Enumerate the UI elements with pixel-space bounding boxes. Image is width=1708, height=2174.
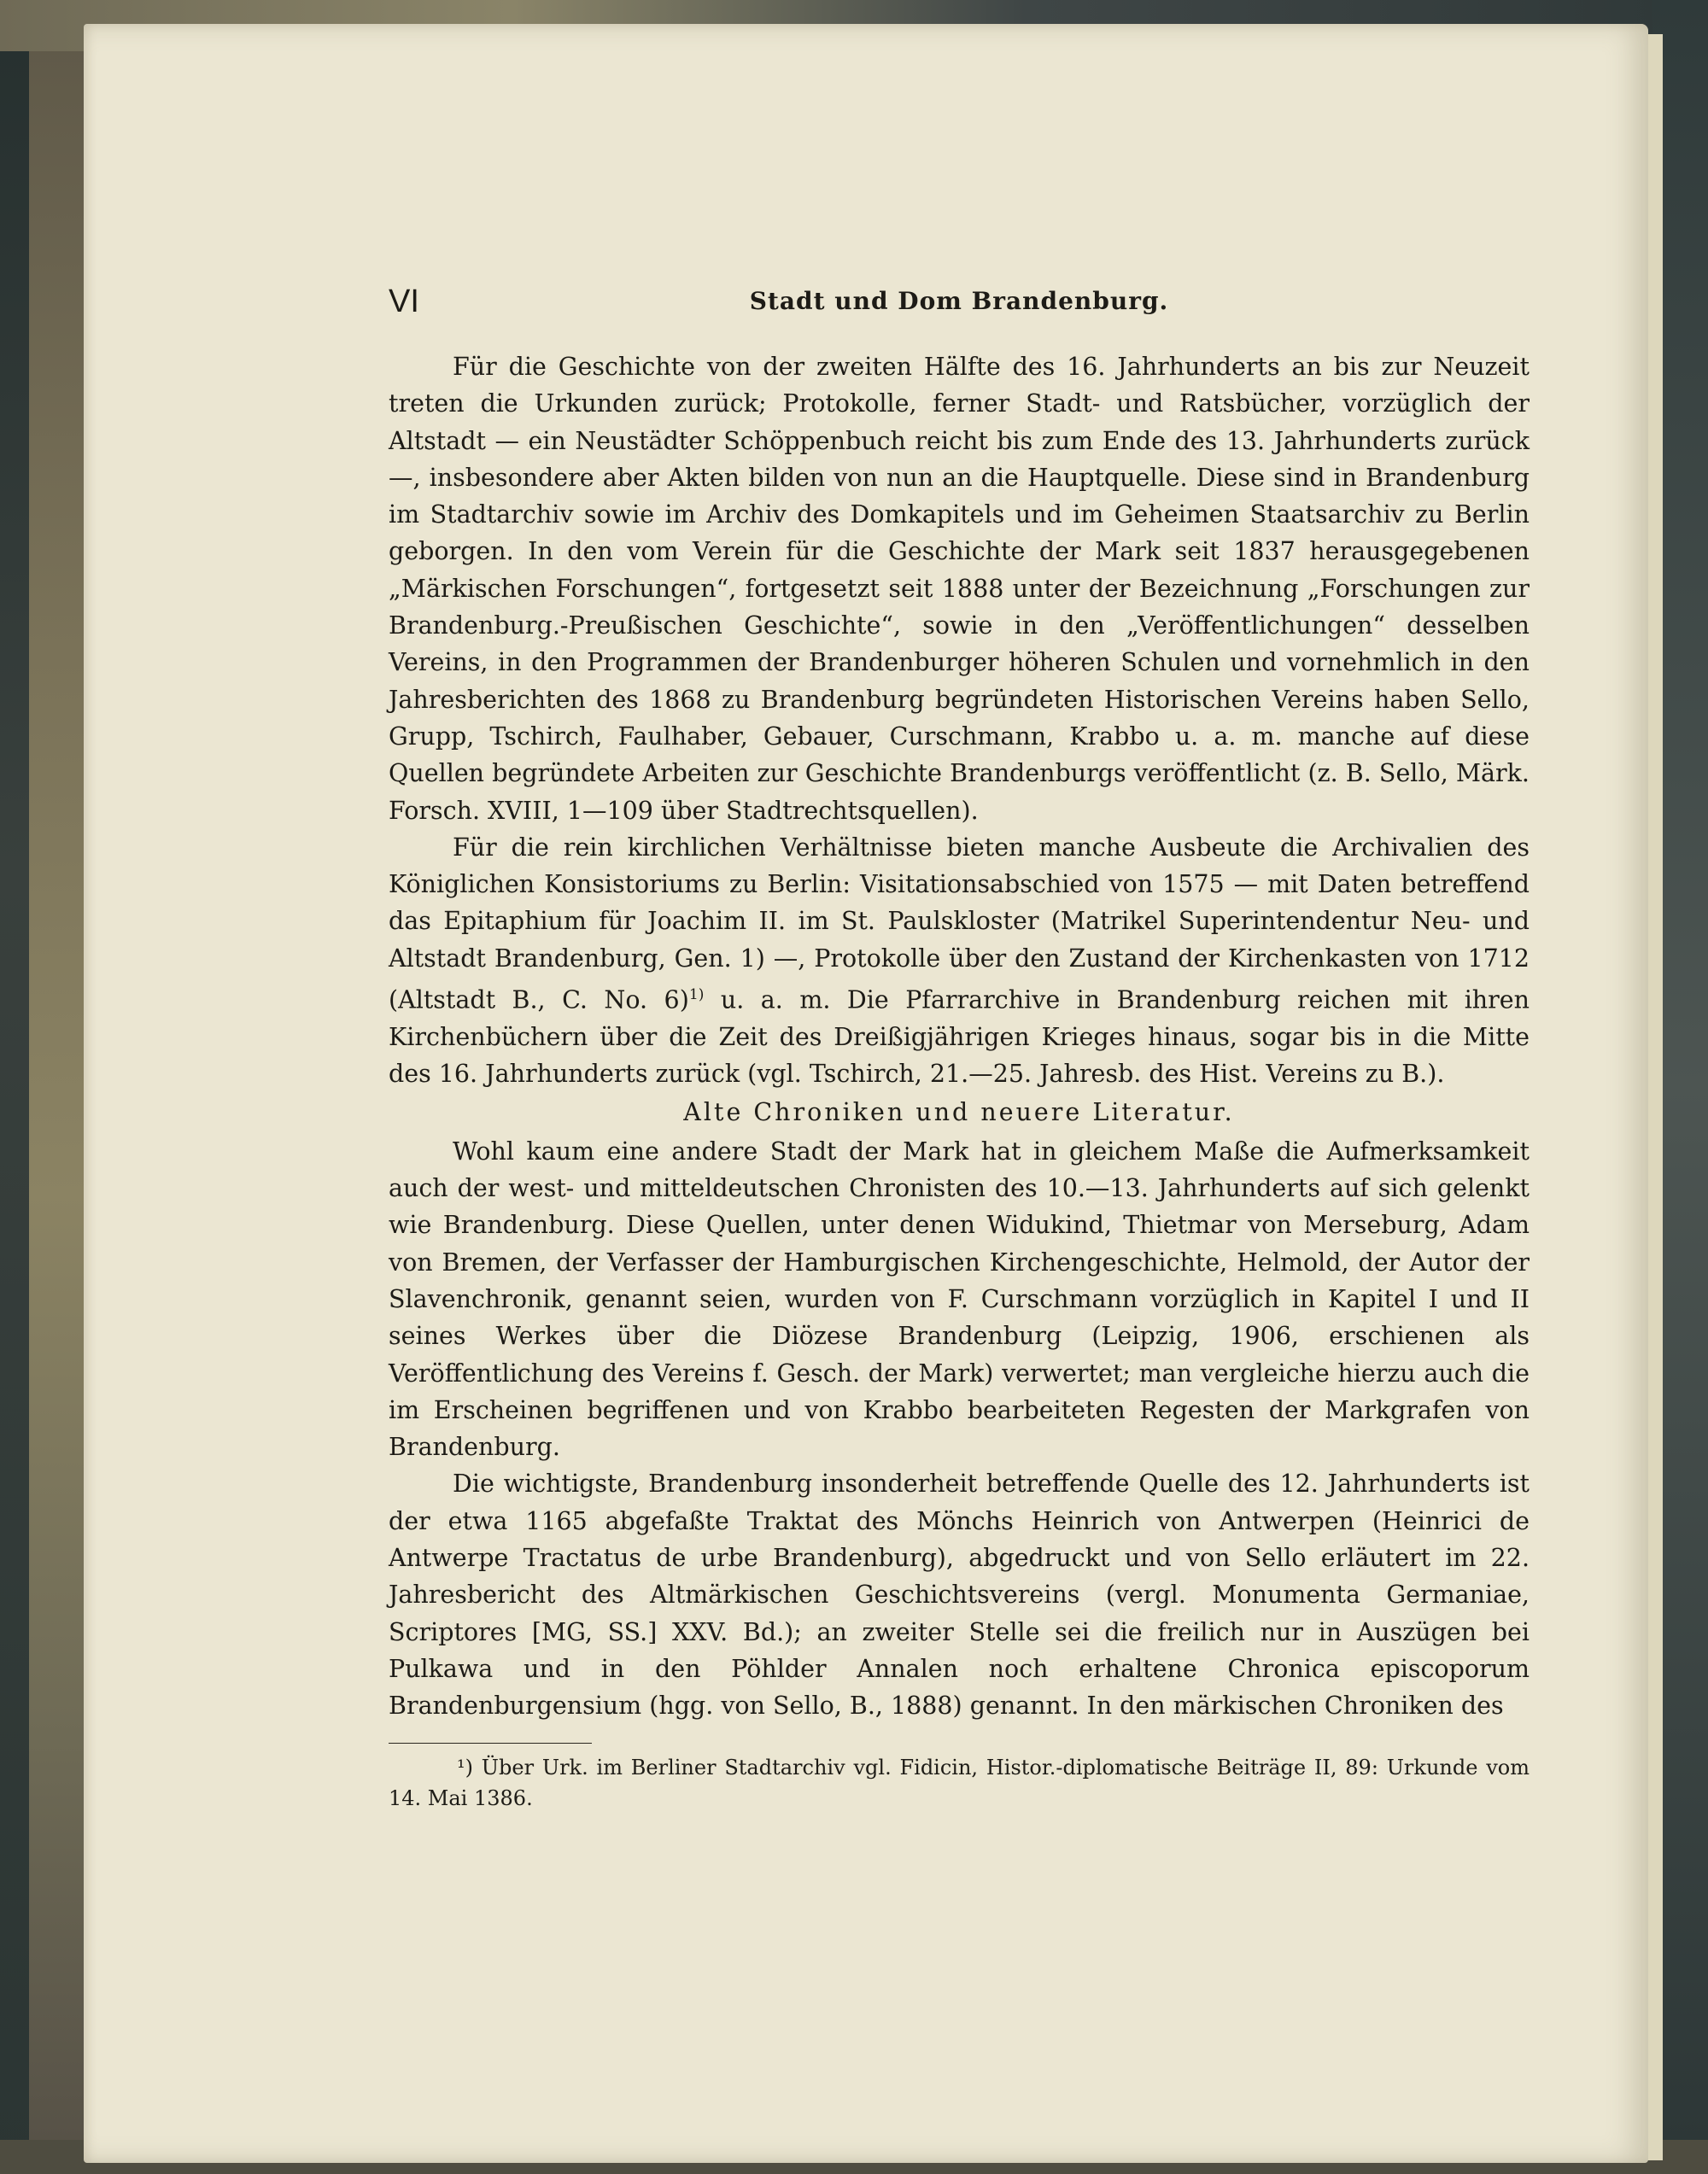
- footnote-rule: [389, 1743, 592, 1744]
- footnote-reference: 1): [688, 986, 705, 1004]
- footnote: ¹) Über Urk. im Berliner Stadtarchiv vgl. Fidicin, Histor.-diplomatische Beiträge II, 89: Urkunde vom 14. Mai 1386.: [389, 1756, 1530, 1811]
- paragraph-text: Für die rein kirchlichen Verhältnisse bieten manche Ausbeute die Archivalien des Königlichen Konsistoriums zu Berlin: Visitationsabschied von 1575 — mit Daten betreffend das Epitaphium für Joachim II. im St. Paulskloster (Matrikel Superintendentur Neu- und Altstadt Brandenburg, Gen. 1) —, Protokolle über den Zustand der Kirchenkasten von 1712 (Altstadt B., C. No. 6): [389, 833, 1530, 1014]
- section-heading: Alte Chroniken und neuere Literatur.: [683, 1098, 1235, 1127]
- page-content: [389, 276, 1530, 1814]
- paragraph-sources-modern: Für die Geschichte von der zweiten Hälfte des 16. Jahrhunderts an bis zur Neuzeit treten die Urkunden zurück; Protokolle, ferner Stadt- und Ratsbücher, vorzüglich der Altstadt — ein Neustädter Schöppenbuch reicht bis zum Ende des 13. Jahrhunderts zurück —, insbesondere aber Akten bilden von nun an die Hauptquelle. Diese sind in Brandenburg im Stadtarchiv sowie im Archiv des Domkapitels und im Geheimen Staatsarchiv zu Berlin geborgen. In den vom Verein für die Geschichte der Mark seit 1837 herausgegebenen „Märkischen Forschungen“, fortgesetzt seit 1888 unter der Bezeichnung „Forschungen zur Brandenburg.-Preußischen Geschichte“, sowie in den „Veröffentlichungen“ desselben Vereins, in den Programmen der Brandenburger höheren Schulen und vornehmlich in den Jahresberichten des 1868 zu Brandenburg begründeten Historischen Vereins haben Sello, Grupp, Tschirch, Faulhaber, Gebauer, Curschmann, Krabbo u. a. m. manche auf diese Quellen begründete Arbeiten zur Geschichte Brandenburgs veröffentlicht (z. B. Sello, Märk. Forsch. XVIII, 1—109 über Stadtrechtsquellen).: [389, 353, 1530, 825]
- running-title: Stadt und Dom Brandenburg.: [749, 287, 1169, 315]
- paragraph-main-source: Die wichtigste, Brandenburg insonderheit betreffende Quelle des 12. Jahrhunderts ist der etwa 1165 abgefaßte Traktat des Mönchs Heinrich von Antwerpen (Heinrici de Antwerpe Tractatus de urbe Brandenburg), abgedruckt und von Sello erläutert im 22. Jahresbericht des Altmärkischen Geschichtsvereins (vergl. Monumenta Germaniae, Scriptores [MG, SS.] XXV. Bd.); an zweiter Stelle sei die freilich nur in Auszügen bei Pulkawa und in den Pöhlder Annalen noch erhaltene Chronica episcoporum Brandenburgensium (hgg. von Sello, B., 1888) genannt. In den märkischen Chroniken des: [389, 1470, 1530, 1721]
- page-header: [389, 276, 1530, 327]
- main-text: [389, 348, 1530, 1724]
- paragraph-text: u. a. m. Die Pfarrarchive in Brandenburg reichen mit ihren Kirchenbüchern über die Zeit des Dreißigjährigen Krieges hinaus, sogar bis in die Mitte des 16. Jahrhunderts zurück (vgl. Tschirch, 21.—25. Jahresb. des Hist. Vereins zu B.).: [389, 985, 1530, 1089]
- paragraph-church-sources: [389, 829, 1530, 1093]
- book-spine-edge: [0, 0, 29, 2174]
- page-number: VI: [389, 283, 419, 319]
- book-page: [84, 24, 1648, 2163]
- paragraph-chroniclers: Wohl kaum eine andere Stadt der Mark hat in gleichem Maße die Aufmerksamkeit auch der west- und mitteldeutschen Chronisten des 10.—13. Jahrhunderts auf sich gelenkt wie Brandenburg. Diese Quellen, unter denen Widukind, Thietmar von Merseburg, Adam von Bremen, der Verfasser der Hamburgischen Kirchengeschichte, Helmold, der Autor der Slavenchronik, genannt seien, wurden von F. Curschmann vorzüglich in Kapitel I und II seines Werkes über die Diözese Brandenburg (Leipzig, 1906, erschienen als Veröffentlichung des Vereins f. Gesch. der Mark) verwertet; man vergleiche hierzu auch die im Erscheinen begriffenen und von Krabbo bearbeiteten Regesten der Markgrafen von Brandenburg.: [389, 1137, 1530, 1462]
